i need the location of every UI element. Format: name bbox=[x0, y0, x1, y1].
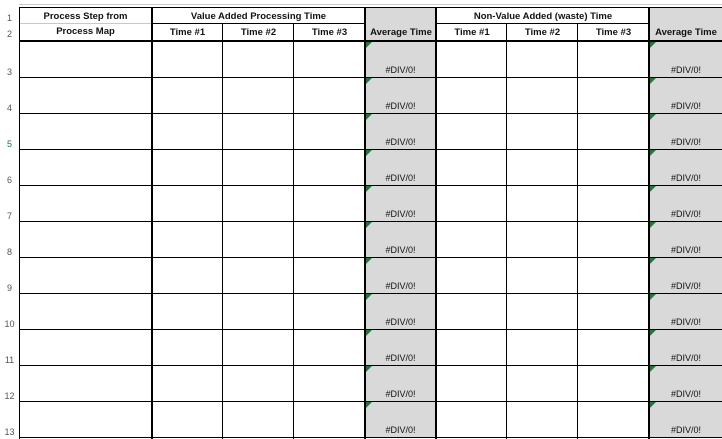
error-indicator-icon bbox=[650, 42, 656, 48]
formula-error-value: #DIV/0! bbox=[670, 317, 701, 327]
cell-va-time-3[interactable] bbox=[294, 222, 364, 257]
row-number-label: 10 bbox=[4, 319, 15, 329]
row-number[interactable] bbox=[0, 366, 19, 402]
header-nva-time-3[interactable] bbox=[578, 24, 649, 40]
cell-process-step[interactable] bbox=[20, 366, 151, 401]
cell-va-average[interactable] bbox=[366, 42, 435, 77]
formula-error-value: #DIV/0! bbox=[385, 173, 416, 183]
cell-nva-time-2[interactable] bbox=[507, 258, 577, 293]
cell-nva-average[interactable] bbox=[650, 42, 722, 77]
formula-error-value: #DIV/0! bbox=[385, 425, 416, 435]
header-nva-average-time-label: Average Time bbox=[655, 26, 717, 38]
error-indicator-icon bbox=[650, 114, 656, 120]
error-indicator-icon bbox=[366, 366, 372, 372]
cell-nva-average[interactable] bbox=[650, 114, 722, 149]
cell-va-average[interactable] bbox=[366, 78, 435, 113]
cell-va-average[interactable] bbox=[366, 330, 435, 365]
cell-process-step[interactable] bbox=[20, 258, 151, 293]
formula-error-value: #DIV/0! bbox=[670, 101, 701, 111]
cell-va-time-3[interactable] bbox=[294, 258, 364, 293]
cell-nva-time-2[interactable] bbox=[507, 150, 577, 185]
formula-error-value: #DIV/0! bbox=[670, 173, 701, 183]
cell-va-time-1[interactable] bbox=[153, 330, 222, 365]
cell-nva-average[interactable] bbox=[650, 402, 722, 437]
cell-nva-average[interactable] bbox=[650, 150, 722, 185]
cell-nva-time-3[interactable] bbox=[578, 294, 648, 329]
formula-error-value: #DIV/0! bbox=[670, 65, 701, 75]
cell-nva-average[interactable] bbox=[650, 330, 722, 365]
header-time-3[interactable] bbox=[294, 24, 365, 40]
cell-va-time-2[interactable] bbox=[223, 186, 293, 221]
cell-process-step[interactable] bbox=[20, 186, 151, 221]
cell-va-time-1[interactable] bbox=[153, 78, 222, 113]
cell-va-average[interactable] bbox=[366, 114, 435, 149]
header-value-added[interactable] bbox=[152, 8, 365, 24]
cell-va-time-3[interactable] bbox=[294, 402, 364, 437]
header-average-gray-top[interactable] bbox=[366, 8, 436, 24]
cell-va-time-3[interactable] bbox=[294, 330, 364, 365]
cell-va-time-3[interactable] bbox=[294, 78, 364, 113]
cell-nva-average[interactable] bbox=[650, 294, 722, 329]
cell-va-average[interactable] bbox=[366, 402, 435, 437]
cut-off-row-above bbox=[19, 0, 722, 5]
error-indicator-icon bbox=[366, 258, 372, 264]
cell-va-time-2[interactable] bbox=[223, 330, 293, 365]
col-border bbox=[151, 7, 153, 439]
row-number[interactable] bbox=[0, 294, 19, 330]
error-indicator-icon bbox=[366, 78, 372, 84]
formula-error-value: #DIV/0! bbox=[385, 317, 416, 327]
nva-underline bbox=[437, 23, 649, 24]
header-nva-time-1-label: Time #1 bbox=[454, 26, 490, 38]
cell-va-average[interactable] bbox=[366, 294, 435, 329]
cell-nva-time-3[interactable] bbox=[578, 114, 648, 149]
col-border bbox=[506, 24, 507, 439]
row-number[interactable] bbox=[0, 78, 19, 114]
header-nva-time-3-label: Time #3 bbox=[595, 26, 632, 38]
col-border bbox=[577, 24, 578, 439]
cell-nva-time-3[interactable] bbox=[578, 150, 648, 185]
cell-nva-time-1[interactable] bbox=[437, 366, 506, 401]
cell-va-time-1[interactable] bbox=[153, 366, 222, 401]
row-number[interactable] bbox=[0, 42, 19, 78]
header-time-1-label: Time #1 bbox=[169, 26, 206, 38]
row-number[interactable] bbox=[0, 330, 19, 366]
error-indicator-icon bbox=[366, 402, 372, 408]
cell-process-step[interactable] bbox=[20, 222, 151, 257]
cell-va-average[interactable] bbox=[366, 258, 435, 293]
error-indicator-icon bbox=[650, 294, 656, 300]
cell-nva-time-3[interactable] bbox=[578, 186, 648, 221]
row-number-label: 6 bbox=[6, 175, 12, 185]
gridline bbox=[19, 23, 152, 24]
header-process-step-line1: Process Step from bbox=[43, 11, 128, 22]
cell-va-time-1[interactable] bbox=[153, 186, 222, 221]
cell-va-time-2[interactable] bbox=[223, 294, 293, 329]
row-number[interactable] bbox=[0, 8, 19, 24]
cell-nva-time-3[interactable] bbox=[578, 42, 648, 77]
formula-error-value: #DIV/0! bbox=[670, 389, 701, 399]
cell-process-step[interactable] bbox=[20, 330, 151, 365]
cell-process-step[interactable] bbox=[20, 42, 151, 77]
cell-nva-average[interactable] bbox=[650, 366, 722, 401]
cell-nva-time-1[interactable] bbox=[437, 42, 506, 77]
header-nva-time-2[interactable] bbox=[507, 24, 578, 40]
cell-va-time-1[interactable] bbox=[153, 402, 222, 437]
row-number[interactable] bbox=[0, 24, 19, 40]
formula-error-value: #DIV/0! bbox=[385, 353, 416, 363]
cell-va-time-2[interactable] bbox=[223, 366, 293, 401]
row-number[interactable] bbox=[0, 186, 19, 222]
formula-error-value: #DIV/0! bbox=[385, 101, 416, 111]
error-indicator-icon bbox=[366, 222, 372, 228]
cell-va-average[interactable] bbox=[366, 150, 435, 185]
cell-va-time-3[interactable] bbox=[294, 150, 364, 185]
cell-nva-average[interactable] bbox=[650, 186, 722, 221]
formula-error-value: #DIV/0! bbox=[670, 353, 701, 363]
formula-error-value: #DIV/0! bbox=[385, 281, 416, 291]
cell-va-time-3[interactable] bbox=[294, 186, 364, 221]
header-top-border bbox=[19, 7, 722, 8]
cell-nva-time-3[interactable] bbox=[578, 258, 648, 293]
cell-nva-time-2[interactable] bbox=[507, 222, 577, 257]
formula-error-value: #DIV/0! bbox=[385, 389, 416, 399]
cell-va-time-1[interactable] bbox=[153, 258, 222, 293]
cell-process-step[interactable] bbox=[20, 402, 151, 437]
cell-va-time-2[interactable] bbox=[223, 150, 293, 185]
row-number-label: 12 bbox=[4, 391, 15, 401]
cell-va-average[interactable] bbox=[366, 186, 435, 221]
row-number-label: 7 bbox=[6, 211, 12, 221]
row-number-label: 9 bbox=[6, 283, 12, 293]
cell-nva-time-3[interactable] bbox=[578, 222, 648, 257]
row-number-label: 13 bbox=[4, 427, 15, 437]
col-border bbox=[648, 7, 650, 439]
cell-nva-average[interactable] bbox=[650, 78, 722, 113]
cell-nva-average[interactable] bbox=[650, 222, 722, 257]
col-border bbox=[222, 24, 223, 439]
cell-va-time-2[interactable] bbox=[223, 114, 293, 149]
cell-va-time-2[interactable] bbox=[223, 402, 293, 437]
row-number-label: 8 bbox=[6, 247, 12, 257]
cell-va-time-2[interactable] bbox=[223, 258, 293, 293]
row-number[interactable] bbox=[0, 258, 19, 294]
error-indicator-icon bbox=[650, 222, 656, 228]
cell-nva-time-1[interactable] bbox=[437, 258, 506, 293]
cell-nva-time-3[interactable] bbox=[578, 78, 648, 113]
formula-error-value: #DIV/0! bbox=[385, 137, 416, 147]
row-border bbox=[19, 437, 722, 438]
formula-error-value: #DIV/0! bbox=[385, 209, 416, 219]
header-non-value-added-label: Non-Value Added (waste) Time bbox=[473, 10, 613, 22]
cell-nva-time-1[interactable] bbox=[437, 186, 506, 221]
cell-nva-time-3[interactable] bbox=[578, 402, 648, 437]
cell-process-step[interactable] bbox=[20, 150, 151, 185]
row-number[interactable] bbox=[0, 402, 19, 438]
formula-error-value: #DIV/0! bbox=[670, 425, 701, 435]
header-nva-average-time[interactable] bbox=[650, 24, 722, 40]
row-number-label: 1 bbox=[6, 13, 12, 23]
header-bottom-border bbox=[19, 40, 722, 42]
cell-va-time-3[interactable] bbox=[294, 42, 364, 77]
cell-nva-time-1[interactable] bbox=[437, 150, 506, 185]
header-process-step-line2: Process Map bbox=[56, 26, 115, 37]
row-number[interactable] bbox=[0, 222, 19, 258]
cell-va-time-1[interactable] bbox=[153, 294, 222, 329]
cell-process-step[interactable] bbox=[20, 114, 151, 149]
cell-va-time-3[interactable] bbox=[294, 366, 364, 401]
cell-nva-time-2[interactable] bbox=[507, 330, 577, 365]
cell-nva-time-2[interactable] bbox=[507, 366, 577, 401]
formula-error-value: #DIV/0! bbox=[670, 245, 701, 255]
header-value-added-label: Value Added Processing Time bbox=[190, 10, 327, 22]
value-added-underline bbox=[152, 23, 365, 24]
header-average-gray-top-2[interactable] bbox=[650, 8, 722, 24]
cell-va-time-1[interactable] bbox=[153, 150, 222, 185]
formula-error-value: #DIV/0! bbox=[670, 281, 701, 291]
error-indicator-icon bbox=[366, 330, 372, 336]
error-indicator-icon bbox=[650, 366, 656, 372]
row-number-label: 11 bbox=[4, 355, 15, 365]
cell-nva-time-1[interactable] bbox=[437, 222, 506, 257]
cell-process-step[interactable] bbox=[20, 294, 151, 329]
row-number-label: 2 bbox=[6, 29, 12, 39]
header-process-step[interactable] bbox=[19, 8, 152, 40]
cell-nva-time-1[interactable] bbox=[437, 330, 506, 365]
formula-error-value: #DIV/0! bbox=[670, 137, 701, 147]
error-indicator-icon bbox=[366, 114, 372, 120]
cell-nva-time-1[interactable] bbox=[437, 114, 506, 149]
header-nva-time-2-label: Time #2 bbox=[524, 26, 561, 38]
row-number-label: 4 bbox=[6, 103, 12, 113]
formula-error-value: #DIV/0! bbox=[385, 65, 416, 75]
cell-process-step[interactable] bbox=[20, 78, 151, 113]
cell-va-time-2[interactable] bbox=[223, 222, 293, 257]
header-nva-time-1[interactable] bbox=[437, 24, 507, 40]
cell-va-time-3[interactable] bbox=[294, 294, 364, 329]
cell-nva-time-2[interactable] bbox=[507, 186, 577, 221]
error-indicator-icon bbox=[650, 258, 656, 264]
cell-va-average[interactable] bbox=[366, 366, 435, 401]
cell-va-time-2[interactable] bbox=[223, 78, 293, 113]
cell-nva-average[interactable] bbox=[650, 258, 722, 293]
cell-va-time-3[interactable] bbox=[294, 114, 364, 149]
cell-nva-time-1[interactable] bbox=[437, 402, 506, 437]
formula-error-value: #DIV/0! bbox=[385, 245, 416, 255]
header-time-2[interactable] bbox=[223, 24, 294, 40]
error-indicator-icon bbox=[366, 150, 372, 156]
cell-nva-time-2[interactable] bbox=[507, 42, 577, 77]
cell-va-time-1[interactable] bbox=[153, 42, 222, 77]
error-indicator-icon bbox=[650, 150, 656, 156]
cell-nva-time-3[interactable] bbox=[578, 330, 648, 365]
header-non-value-added[interactable] bbox=[437, 8, 649, 24]
cell-va-time-1[interactable] bbox=[153, 114, 222, 149]
cell-nva-time-2[interactable] bbox=[507, 402, 577, 437]
cell-nva-time-2[interactable] bbox=[507, 114, 577, 149]
header-average-time[interactable] bbox=[366, 24, 436, 40]
row-number-label: 5 bbox=[6, 139, 12, 149]
header-time-2-label: Time #2 bbox=[240, 26, 277, 38]
error-indicator-icon bbox=[650, 330, 656, 336]
row-number[interactable] bbox=[0, 114, 19, 150]
header-average-time-label: Average Time bbox=[370, 26, 432, 38]
col-border bbox=[435, 7, 437, 439]
formula-error-value: #DIV/0! bbox=[670, 209, 701, 219]
col-border bbox=[293, 24, 294, 439]
col-border bbox=[364, 7, 366, 439]
cell-va-time-2[interactable] bbox=[223, 42, 293, 77]
cell-nva-time-2[interactable] bbox=[507, 78, 577, 113]
error-indicator-icon bbox=[366, 186, 372, 192]
error-indicator-icon bbox=[650, 78, 656, 84]
error-indicator-icon bbox=[366, 42, 372, 48]
cell-nva-time-2[interactable] bbox=[507, 294, 577, 329]
row-number-label: 3 bbox=[6, 67, 12, 77]
header-time-1[interactable] bbox=[152, 24, 223, 40]
row-number[interactable] bbox=[0, 150, 19, 186]
cell-va-time-1[interactable] bbox=[153, 222, 222, 257]
error-indicator-icon bbox=[650, 402, 656, 408]
col-border bbox=[19, 7, 20, 439]
header-time-3-label: Time #3 bbox=[311, 26, 348, 38]
cell-nva-time-1[interactable] bbox=[437, 294, 506, 329]
cell-nva-time-3[interactable] bbox=[578, 366, 648, 401]
cell-nva-time-1[interactable] bbox=[437, 78, 506, 113]
cell-va-average[interactable] bbox=[366, 222, 435, 257]
error-indicator-icon bbox=[650, 186, 656, 192]
error-indicator-icon bbox=[366, 294, 372, 300]
